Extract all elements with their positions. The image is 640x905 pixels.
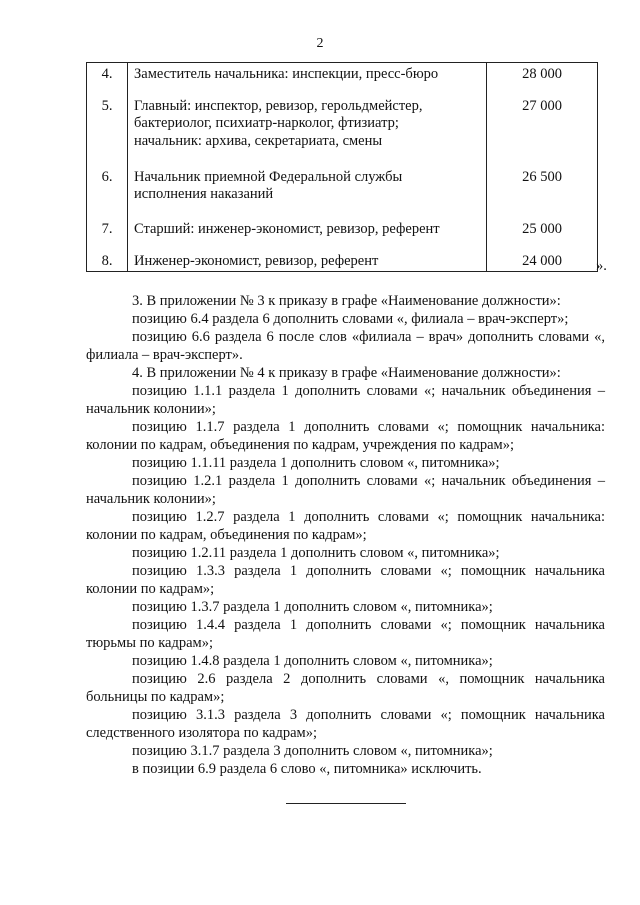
paragraph: позицию 1.2.7 раздела 1 дополнить словами «; помощник начальника: колонии по кадрам, объединения по кадрам»;: [86, 509, 605, 543]
salary-amount: 24 000: [487, 250, 598, 272]
paragraph: 4. В приложении № 4 к приказу в графе «Наименование должности»:: [132, 365, 561, 381]
row-number: 5.: [87, 95, 128, 166]
paragraph: позицию 1.2.11 раздела 1 дополнить словом «, питомника»;: [132, 545, 500, 561]
positions-table: [86, 62, 598, 272]
table-row: [87, 218, 598, 250]
closing-quote: ».: [596, 258, 607, 274]
paragraph: позицию 2.6 раздела 2 дополнить словами «, помощник начальника больницы по кадрам»;: [86, 671, 605, 705]
position-title-line: Заместитель начальника: инспекции, пресс-бюро: [134, 66, 439, 82]
amendments-text: [86, 292, 605, 778]
position-title: [128, 95, 487, 166]
paragraph: позицию 3.1.3 раздела 3 дополнить словами «; помощник начальника следственного изолятора по кадрам»;: [86, 707, 605, 741]
paragraph: позицию 3.1.7 раздела 3 дополнить словом «, питомника»;: [132, 743, 493, 759]
paragraph: позицию 1.1.1 раздела 1 дополнить словами «; начальник объединения – начальник колонии»;: [86, 383, 605, 417]
paragraph: позицию 1.4.4 раздела 1 дополнить словами «; помощник начальника тюрьмы по кадрам»;: [86, 617, 605, 651]
position-title-line: Начальник приемной Федеральной службы: [134, 168, 403, 185]
row-number: 8.: [87, 250, 128, 272]
position-title: [128, 166, 487, 218]
table-row: [87, 166, 598, 218]
salary-amount: 25 000: [487, 218, 598, 250]
positions-table-container: [86, 62, 605, 272]
position-title: [128, 250, 487, 272]
salary-amount: 26 500: [487, 166, 598, 218]
row-number: 7.: [87, 218, 128, 250]
paragraph: позицию 1.1.11 раздела 1 дополнить словом «, питомника»;: [132, 455, 500, 471]
position-title-line: бактериолог, психиатр-нарколог, фтизиатр;: [134, 115, 399, 131]
position-title-line: Старший: инженер-экономист, ревизор, референт: [134, 220, 440, 237]
separator-line: [286, 803, 406, 804]
paragraph: позицию 1.3.7 раздела 1 дополнить словом «, питомника»;: [132, 599, 493, 615]
position-title-line: начальник: архива, секретариата, смены: [134, 132, 383, 149]
salary-amount: 28 000: [487, 63, 598, 95]
position-title: [128, 63, 487, 95]
row-number: 6.: [87, 166, 128, 218]
paragraph: в позиции 6.9 раздела 6 слово «, питомника» исключить.: [132, 761, 482, 777]
paragraph: позицию 1.4.8 раздела 1 дополнить словом «, питомника»;: [132, 653, 493, 669]
paragraph: позицию 1.1.7 раздела 1 дополнить словами «; помощник начальника: колонии по кадрам, объединения по кадрам, учреждения по кадрам»;: [86, 419, 605, 453]
position-title-line: Инженер-экономист, ревизор, референт: [134, 252, 379, 269]
page-number: 2: [316, 36, 324, 51]
salary-amount: 27 000: [487, 95, 598, 166]
paragraph: позицию 1.3.3 раздела 1 дополнить словами «; помощник начальника колонии по кадрам»;: [86, 563, 605, 597]
paragraph: позицию 1.2.1 раздела 1 дополнить словами «; начальник объединения – начальник колонии»;: [86, 473, 605, 507]
position-title-line: исполнения наказаний: [134, 186, 274, 202]
row-number: 4.: [87, 63, 128, 95]
table-row: [87, 95, 598, 166]
table-row: [87, 63, 598, 95]
paragraph: 3. В приложении № 3 к приказу в графе «Наименование должности»:: [132, 293, 561, 309]
paragraph: позицию 6.4 раздела 6 дополнить словами «, филиала – врач-эксперт»;: [132, 311, 569, 327]
position-title: [128, 218, 487, 250]
paragraph: позицию 6.6 раздела 6 после слов «филиала – врач» дополнить словами «, филиала – врач-эксперт».: [86, 329, 605, 363]
table-row: [87, 250, 598, 272]
position-title-line: Главный: инспектор, ревизор, герольдмейстер,: [134, 97, 423, 114]
